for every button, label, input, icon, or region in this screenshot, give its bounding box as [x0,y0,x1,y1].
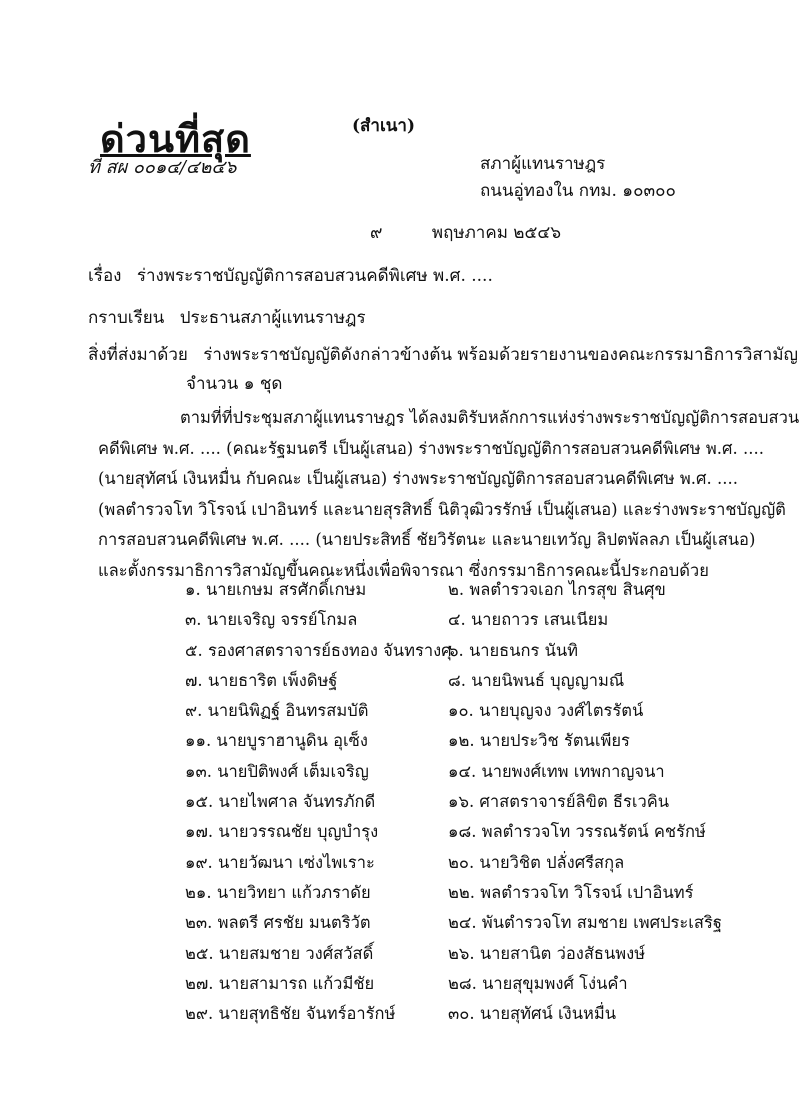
urgent-stamp: ด่วนที่สุด [100,117,251,161]
member-item: ๑๗. นายวรรณชัย บุญบำรุง [185,822,379,842]
member-item: ๒๙. นายสุทธิชัย จันทร์อารักษ์ [185,1004,396,1024]
addressee-label: กราบเรียน [88,308,165,328]
member-item: ๓. นายเจริญ จรรย์โกมล [185,610,358,630]
member-item: ๑๐. นายบุญจง วงศ์ไตรรัตน์ [448,701,644,721]
member-item: ๑๕. นายไพศาล จันทรภักดี [185,792,376,812]
enclosure-count: จำนวน ๑ ชุด [186,374,283,394]
subject-line [88,262,493,289]
member-item: ๒๔. พันตำรวจโท สมชาย เพศประเสริฐ [448,913,722,933]
member-item: ๒๗. นายสามารถ แก้วมีชัย [185,973,375,993]
body-paragraph [98,403,800,586]
member-item: ๖. นายธนกร นันทิ [448,640,579,660]
member-item: ๒๕. นายสมชาย วงศ์สวัสดิ์ [185,943,374,963]
members-column-left [185,577,452,1031]
member-item: ๒๒. พลตำรวจโท วิโรจน์ เปาอินทร์ [448,882,694,902]
member-item: ๑๘. พลตำรวจโท วรรณรัตน์ คชรักษ์ [448,822,706,842]
member-item: ๗. นายธาริต เพ็งดิษฐ์ [185,670,338,690]
member-item: ๑. นายเกษม สรศักดิ์เกษม [185,580,367,599]
body-line: และตั้งกรรมาธิการวิสามัญขึ้นคณะหนึ่งเพื่อพิจารณา ซึ่งกรรมาธิการคณะนี้ประกอบด้วย [98,560,709,580]
body-line: (พลตำรวจโท วิโรจน์ เปาอินทร์ และนายสุรสิทธิ์ นิติวุฒิวรรักษ์ เป็นผู้เสนอ) และร่างพระราชบัญญัติ [98,499,786,519]
body-line: คดีพิเศษ พ.ศ. .... (คณะรัฐมนตรี เป็นผู้เสนอ) ร่างพระราชบัญญัติการสอบสวนคดีพิเศษ พ.ศ. .... [98,438,764,458]
member-item: ๒๓. พลตรี ศรชัย มนตริวัต [185,913,371,933]
enclosure-line [88,341,798,368]
body-line: ตามที่ที่ประชุมสภาผู้แทนราษฎร ได้ลงมติรับหลักการแห่งร่างพระราชบัญญัติการสอบสวน [180,408,800,427]
member-item: ๒๐. นายวิชิต ปลั่งศรีสกุล [448,852,625,872]
document-date [370,219,561,246]
member-item: ๒. พลตำรวจเอก ไกรสุข สินศุข [448,580,666,599]
member-item: ๒๖. นายสานิต ว่องสัธนพงษ์ [448,943,646,963]
date-day: ๙ [370,223,383,243]
sender-name: สภาผู้แทนราษฎร [480,154,606,174]
member-item: ๑๖. ศาสตราจารย์ลิขิต ธีรเวคิน [448,792,670,812]
document-number: ที่ สผ ๐๐๑๔/๔๒๔๖ [88,157,237,178]
member-item: ๙. นายนิพิฏฐ์ อินทรสมบัติ [185,701,369,721]
sender-address: ถนนอู่ทองใน กทม. ๑๐๓๐๐ [480,181,676,201]
copy-label: (สำเนา) [352,116,415,136]
member-item: ๕. รองศาสตราจารย์ธงทอง จันทรางศุ [185,640,452,660]
members-column-right [448,577,722,1031]
addressee-line [88,304,366,331]
body-line: (นายสุทัศน์ เงินหมื่น กับคณะ เป็นผู้เสนอ) ร่างพระราชบัญญัติการสอบสวนคดีพิเศษ พ.ศ. .... [98,469,738,488]
subject-text: ร่างพระราชบัญญัติการสอบสวนคดีพิเศษ พ.ศ. .... [136,266,493,286]
enclosure-text: ร่างพระราชบัญญัติดังกล่าวข้างต้น พร้อมด้วยรายงานของคณะกรรมาธิการวิสามัญ [203,345,799,365]
addressee-text: ประธานสภาผู้แทนราษฎร [179,308,366,328]
member-item: ๒๑. นายวิทยา แก้วภราดัย [185,882,371,902]
member-item: ๑๒. นายประวิช รัตนเพียร [448,731,630,751]
member-item: ๓๐. นายสุทัศน์ เงินหมื่น [448,1004,617,1024]
member-item: ๒๘. นายสุขุมพงศ์ โง่นคำ [448,973,628,993]
member-item: ๑๙. นายวัฒนา เซ่งไพเราะ [185,852,375,872]
member-item: ๔. นายถาวร เสนเนียม [448,610,609,630]
subject-label: เรื่อง [88,266,122,286]
member-item: ๑๑. นายบูราฮานูดิน อุเซ็ง [185,731,368,751]
member-item: ๑๓. นายปิติพงศ์ เต็มเจริญ [185,761,369,781]
enclosure-label: สิ่งที่ส่งมาด้วย [88,345,188,365]
body-line: การสอบสวนคดีพิเศษ พ.ศ. .... (นายประสิทธิ์ ชัยวิรัตนะ และนายเทวัญ ลิปตพัลลภ เป็นผู้เสนอ) [98,530,756,549]
date-month-year: พฤษภาคม ๒๕๔๖ [431,223,562,243]
member-item: ๑๔. นายพงศ์เทพ เทพกาญจนา [448,761,665,781]
member-item: ๘. นายนิพนธ์ บุญญามณี [448,670,625,690]
